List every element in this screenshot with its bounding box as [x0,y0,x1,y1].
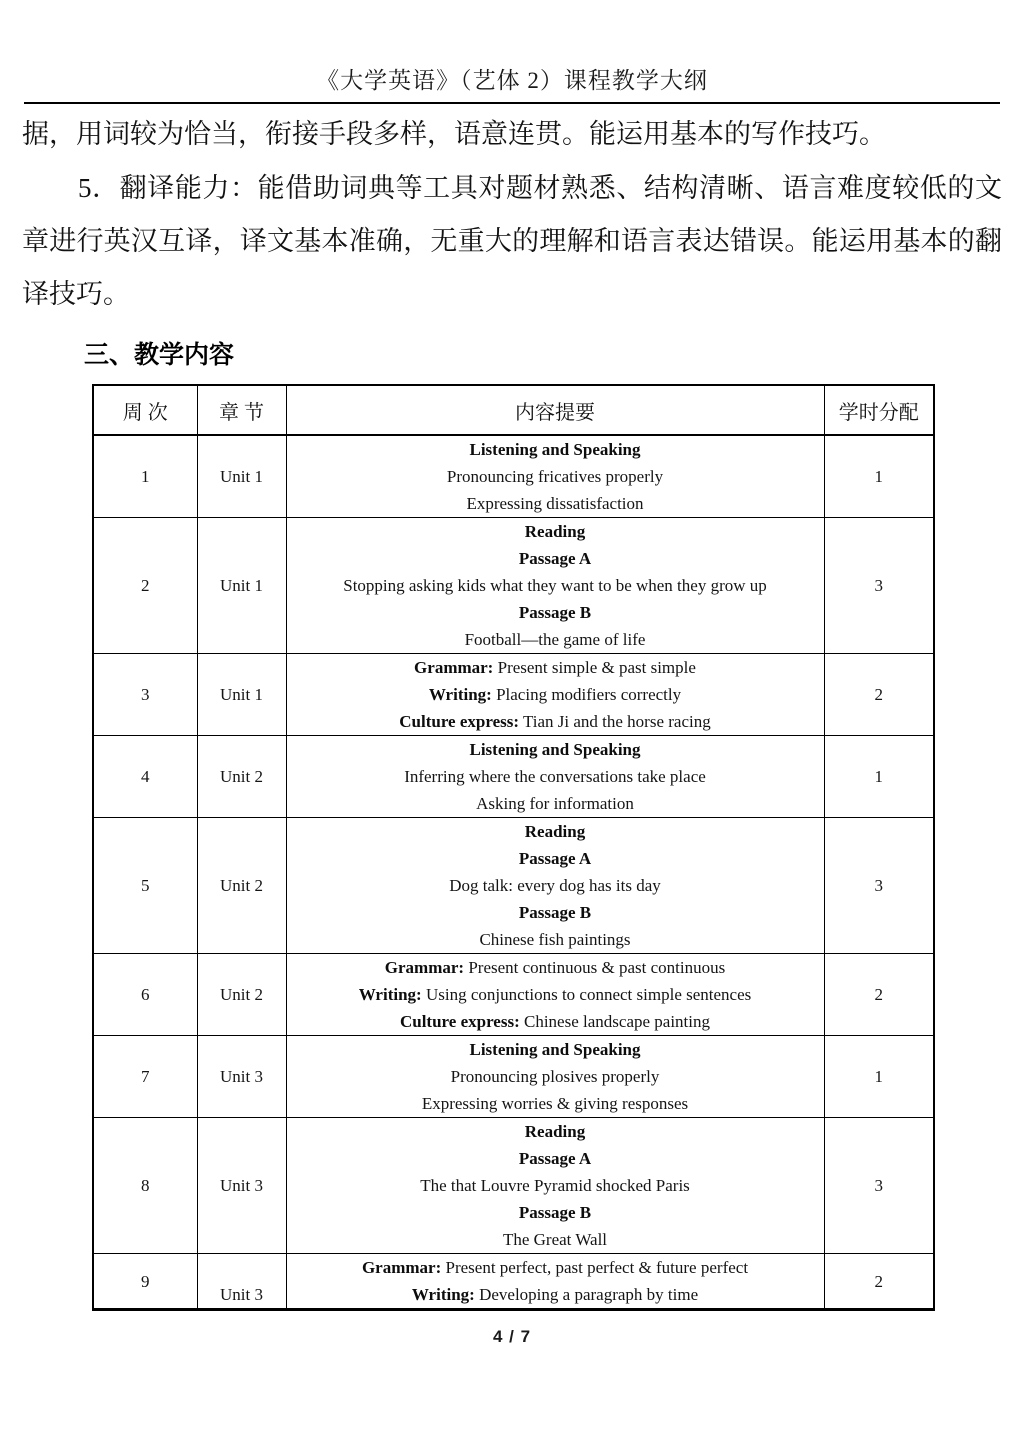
content-line: Football—the game of life [464,630,646,649]
week-cell: 2 [93,518,197,654]
content-summary-cell [286,818,824,954]
content-summary-cell [286,654,824,736]
content-line: Culture express: Chinese landscape painting [399,1012,711,1031]
hours-cell: 3 [824,818,934,954]
content-summary-cell [286,1254,824,1310]
week-cell: 1 [93,435,197,518]
paragraph-translation-skill: 5．翻译能力：能借助词典等工具对题材熟悉、结构清晰、语言难度较低的文章进行英汉互译，译文基本准确，无重大的理解和语言表达错误。能运用基本的翻译技巧。 [22,173,1002,309]
unit-cell: Unit 1 [197,518,286,654]
column-header-chapter: 章 节 [197,385,286,435]
content-line: Passage A [518,549,592,568]
content-line: The Great Wall [502,1230,608,1249]
content-summary-cell [286,1036,824,1118]
content-line: Passage B [518,603,592,622]
table-row [93,1036,934,1118]
syllabus-table-body [93,435,934,1310]
table-row [93,1254,934,1310]
content-line: Chinese fish paintings [479,930,631,949]
hours-cell: 3 [824,518,934,654]
content-line: Culture express: Tian Ji and the horse racing [399,712,711,731]
table-row [93,518,934,654]
table-row [93,435,934,518]
content-line: Writing: Placing modifiers correctly [428,685,682,704]
content-line: Reading [524,1122,586,1141]
hours-cell: 2 [824,1254,934,1310]
column-header-content-summary: 内容提要 [286,385,824,435]
content-line: Writing: Using conjunctions to connect simple sentences [358,985,752,1004]
column-header-hours: 学时分配 [824,385,934,435]
week-cell: 4 [93,736,197,818]
week-cell: 8 [93,1118,197,1254]
week-cell: 3 [93,654,197,736]
table-row [93,1118,934,1254]
table-row [93,954,934,1036]
content-line: Passage B [518,903,592,922]
page-number: 4 / 7 [492,1327,532,1346]
content-line: Dog talk: every dog has its day [449,876,661,895]
content-line: Passage A [518,1149,592,1168]
content-line: Expressing worries & giving responses [421,1094,689,1113]
hours-cell: 3 [824,1118,934,1254]
week-cell: 7 [93,1036,197,1118]
content-line: Reading [524,822,586,841]
hours-cell: 2 [824,954,934,1036]
content-line: Asking for information [476,794,634,813]
week-cell: 6 [93,954,197,1036]
content-line: Reading [524,522,586,541]
content-summary-cell [286,435,824,518]
table-header-row [93,385,934,435]
content-line: Grammar: Present continuous & past continuous [384,958,726,977]
content-line: Inferring where the conversations take place [404,767,706,786]
header-divider [24,102,1000,104]
content-line: Listening and Speaking [469,1040,641,1059]
table-row [93,654,934,736]
column-header-week: 周 次 [93,385,197,435]
content-line: Listening and Speaking [469,740,641,759]
unit-cell: Unit 3 [197,1254,286,1310]
unit-cell: Unit 3 [197,1036,286,1118]
hours-cell: 1 [824,736,934,818]
syllabus-table [92,384,935,1311]
content-line: The that Louvre Pyramid shocked Paris [420,1176,690,1195]
content-line: Passage B [518,1203,592,1222]
content-line: Pronouncing plosives properly [450,1067,660,1086]
unit-cell: Unit 2 [197,818,286,954]
content-summary-cell [286,954,824,1036]
table-row [93,818,934,954]
content-summary-cell [286,1118,824,1254]
content-line: Expressing dissatisfaction [466,494,644,513]
hours-cell: 1 [824,435,934,518]
hours-cell: 2 [824,654,934,736]
content-summary-cell [286,736,824,818]
table-row [93,736,934,818]
page-header-title: 《大学英语》（艺体 2）课程教学大纲 [316,68,708,93]
unit-cell: Unit 3 [197,1118,286,1254]
unit-cell: Unit 1 [197,435,286,518]
unit-cell: Unit 2 [197,736,286,818]
section-heading-teaching-content: 三、教学内容 [84,341,235,369]
content-summary-cell [286,518,824,654]
paragraph-writing-skill-continuation: 据，用词较为恰当，衔接手段多样，语意连贯。能运用基本的写作技巧。 [22,119,886,149]
hours-cell: 1 [824,1036,934,1118]
week-cell: 9 [93,1254,197,1310]
content-line: Grammar: Present simple & past simple [414,658,696,677]
content-line: Pronouncing fricatives properly [446,467,664,486]
content-line: Passage A [518,849,592,868]
week-cell: 5 [93,818,197,954]
content-line: Stopping asking kids what they want to be when they grow up [343,576,767,595]
content-line: Writing: Developing a paragraph by time [411,1285,699,1304]
unit-cell: Unit 1 [197,654,286,736]
unit-cell: Unit 2 [197,954,286,1036]
content-line: Grammar: Present perfect, past perfect & future perfect [361,1258,749,1277]
content-line: Listening and Speaking [469,440,641,459]
